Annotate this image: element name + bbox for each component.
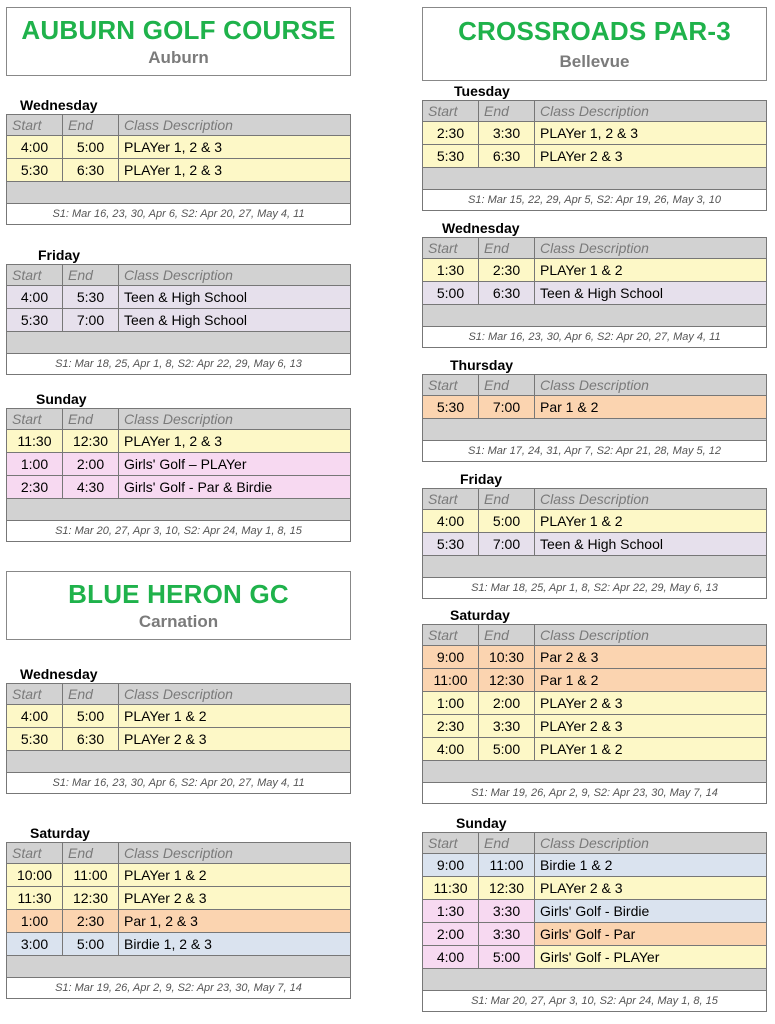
col-end: End (63, 115, 119, 136)
day-label: Saturday (30, 825, 90, 841)
col-end: End (479, 833, 535, 854)
course-header-auburn (6, 7, 351, 76)
class-table (422, 374, 767, 462)
blank-row (7, 751, 351, 773)
blank-row (423, 556, 767, 578)
blank-row (7, 956, 351, 978)
table-row: 2:30 4:30 Girls' Golf - Par & Birdie (7, 476, 351, 499)
table-row: 5:30 7:00 Par 1 & 2 (423, 396, 767, 419)
class-table (6, 683, 351, 794)
session-dates: S1: Mar 18, 25, Apr 1, 8, S2: Apr 22, 29, May 6, 13 (423, 578, 767, 599)
blank-row (7, 332, 351, 354)
schedule-auburn-wednesday (6, 96, 351, 225)
table-row: 1:00 2:00 PLAYer 2 & 3 (423, 692, 767, 715)
session-dates: S1: Mar 17, 24, 31, Apr 7, S2: Apr 21, 28, May 5, 12 (423, 441, 767, 462)
table-row: 1:00 2:30 Par 1, 2 & 3 (7, 910, 351, 933)
schedule-crossroads-friday (422, 470, 767, 599)
course-town: Carnation (138, 612, 219, 631)
table-row: 4:00 5:00 PLAYer 1, 2 & 3 (7, 136, 351, 159)
class-table (422, 832, 767, 1012)
col-desc: Class Description (119, 115, 351, 136)
col-start: Start (423, 238, 479, 259)
col-desc: Class Description (119, 684, 351, 705)
day-label: Saturday (450, 607, 510, 623)
session-dates: S1: Mar 16, 23, 30, Apr 6, S2: Apr 20, 27, May 4, 11 (423, 327, 767, 348)
col-start: Start (423, 833, 479, 854)
day-label: Friday (38, 247, 81, 263)
day-label: Sunday (36, 391, 87, 407)
col-desc: Class Description (535, 489, 767, 510)
table-row: 4:00 5:00 PLAYer 1 & 2 (423, 510, 767, 533)
table-row: 4:00 5:30 Teen & High School (7, 286, 351, 309)
table-row: 9:00 11:00 Birdie 1 & 2 (423, 854, 767, 877)
col-end: End (63, 843, 119, 864)
table-row: 5:30 6:30 PLAYer 2 & 3 (7, 728, 351, 751)
col-start: Start (423, 101, 479, 122)
table-row: 2:30 3:30 PLAYer 1, 2 & 3 (423, 122, 767, 145)
col-start: Start (423, 375, 479, 396)
table-row: 5:30 7:00 Teen & High School (7, 309, 351, 332)
col-end: End (479, 625, 535, 646)
table-row: 11:30 12:30 PLAYer 1, 2 & 3 (7, 430, 351, 453)
col-desc: Class Description (119, 409, 351, 430)
col-desc: Class Description (535, 238, 767, 259)
col-desc: Class Description (535, 833, 767, 854)
table-row: 5:00 6:30 Teen & High School (423, 282, 767, 305)
day-label: Friday (460, 471, 503, 487)
day-label: Tuesday (454, 83, 510, 99)
blank-row (423, 305, 767, 327)
course-name: CROSSROADS PAR-3 (458, 16, 731, 46)
col-end: End (479, 238, 535, 259)
schedule-blue-heron-saturday (6, 824, 351, 999)
table-row: 2:00 3:30 Girls' Golf - Par (423, 923, 767, 946)
table-row: 10:00 11:00 PLAYer 1 & 2 (7, 864, 351, 887)
day-label: Thursday (450, 357, 514, 373)
col-desc: Class Description (535, 625, 767, 646)
session-dates: S1: Mar 19, 26, Apr 2, 9, S2: Apr 23, 30, May 7, 14 (423, 783, 767, 804)
course-name: AUBURN GOLF COURSE (21, 15, 336, 45)
session-dates: S1: Mar 16, 23, 30, Apr 6, S2: Apr 20, 27, May 4, 11 (7, 204, 351, 225)
course-name: BLUE HERON GC (68, 579, 289, 609)
class-table (6, 408, 351, 542)
day-label: Wednesday (20, 666, 98, 682)
col-start: Start (7, 843, 63, 864)
schedule-auburn-sunday (6, 390, 351, 542)
col-desc: Class Description (535, 101, 767, 122)
col-start: Start (423, 489, 479, 510)
col-desc: Class Description (535, 375, 767, 396)
table-row: 1:30 3:30 Girls' Golf - Birdie (423, 900, 767, 923)
blank-row (7, 499, 351, 521)
table-row: 5:30 6:30 PLAYer 1, 2 & 3 (7, 159, 351, 182)
schedule-crossroads-sunday (422, 814, 767, 1012)
schedule-blue-heron-wednesday (6, 665, 351, 794)
table-row: 11:30 12:30 PLAYer 2 & 3 (7, 887, 351, 910)
class-table (422, 237, 767, 348)
course-header-crossroads (422, 7, 767, 81)
session-dates: S1: Mar 18, 25, Apr 1, 8, S2: Apr 22, 29, May 6, 13 (7, 354, 351, 375)
course-town: Bellevue (559, 52, 630, 71)
schedule-auburn-friday (6, 246, 351, 375)
day-label: Sunday (456, 815, 507, 831)
session-dates: S1: Mar 16, 23, 30, Apr 6, S2: Apr 20, 27, May 4, 11 (7, 773, 351, 794)
class-table (422, 488, 767, 599)
day-label: Wednesday (20, 97, 98, 113)
blank-row (423, 419, 767, 441)
schedule-crossroads-saturday (422, 606, 767, 804)
table-row: 1:30 2:30 PLAYer 1 & 2 (423, 259, 767, 282)
col-end: End (479, 489, 535, 510)
session-dates: S1: Mar 15, 22, 29, Apr 5, S2: Apr 19, 26, May 3, 10 (423, 190, 767, 211)
col-start: Start (7, 684, 63, 705)
table-row: 11:00 12:30 Par 1 & 2 (423, 669, 767, 692)
col-start: Start (7, 409, 63, 430)
left-column (6, 0, 351, 1024)
class-table (6, 114, 351, 225)
session-dates: S1: Mar 20, 27, Apr 3, 10, S2: Apr 24, May 1, 8, 15 (7, 521, 351, 542)
col-end: End (479, 101, 535, 122)
table-row: 2:30 3:30 PLAYer 2 & 3 (423, 715, 767, 738)
course-town: Auburn (148, 48, 209, 67)
course-header-blue-heron (6, 571, 351, 640)
col-desc: Class Description (119, 265, 351, 286)
schedule-crossroads-wednesday (422, 219, 767, 348)
table-row: 5:30 6:30 PLAYer 2 & 3 (423, 145, 767, 168)
blank-row (423, 969, 767, 991)
right-column (422, 0, 767, 1024)
table-row: 4:00 5:00 PLAYer 1 & 2 (423, 738, 767, 761)
col-end: End (63, 409, 119, 430)
col-end: End (63, 684, 119, 705)
col-start: Start (7, 265, 63, 286)
col-end: End (63, 265, 119, 286)
table-row: 1:00 2:00 Girls' Golf – PLAYer (7, 453, 351, 476)
day-label: Wednesday (442, 220, 520, 236)
table-row: 4:00 5:00 PLAYer 1 & 2 (7, 705, 351, 728)
class-table (6, 842, 351, 999)
table-row: 3:00 5:00 Birdie 1, 2 & 3 (7, 933, 351, 956)
blank-row (423, 168, 767, 190)
schedule-crossroads-tuesday (422, 82, 767, 211)
session-dates: S1: Mar 19, 26, Apr 2, 9, S2: Apr 23, 30, May 7, 14 (7, 978, 351, 999)
table-row: 11:30 12:30 PLAYer 2 & 3 (423, 877, 767, 900)
session-dates: S1: Mar 20, 27, Apr 3, 10, S2: Apr 24, May 1, 8, 15 (423, 991, 767, 1012)
col-end: End (479, 375, 535, 396)
table-row: 5:30 7:00 Teen & High School (423, 533, 767, 556)
blank-row (423, 761, 767, 783)
class-table (6, 264, 351, 375)
schedule-crossroads-thursday (422, 356, 767, 462)
class-table (422, 624, 767, 804)
table-row: 9:00 10:30 Par 2 & 3 (423, 646, 767, 669)
col-start: Start (423, 625, 479, 646)
col-desc: Class Description (119, 843, 351, 864)
class-table (422, 100, 767, 211)
col-start: Start (7, 115, 63, 136)
table-row: 4:00 5:00 Girls' Golf - PLAYer (423, 946, 767, 969)
blank-row (7, 182, 351, 204)
